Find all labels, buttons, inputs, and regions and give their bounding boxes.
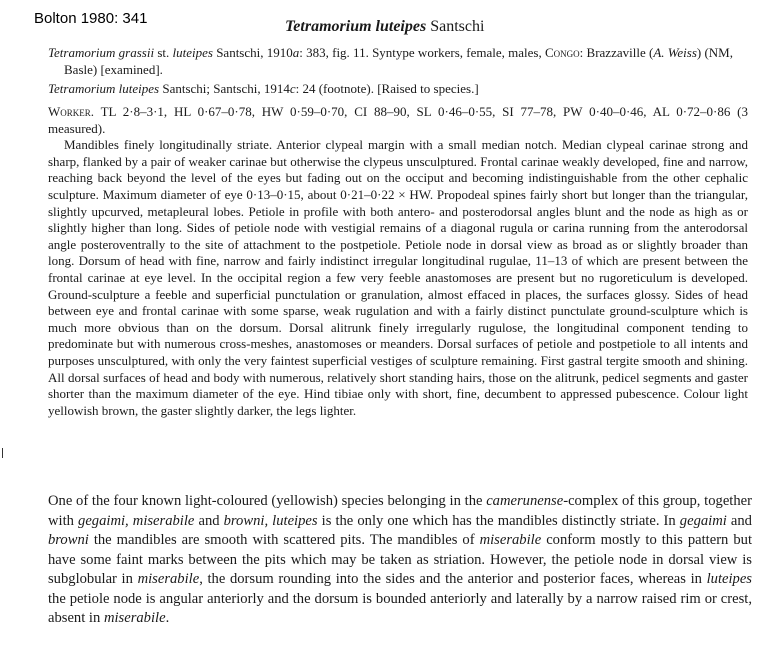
species-mention: gegaimi: [679, 512, 727, 529]
species-mention: browni, luteipes: [223, 512, 318, 529]
text-run: .: [165, 610, 170, 626]
species-mention: luteipes: [706, 571, 752, 587]
source-reference-label: Bolton 1980: 341: [34, 10, 148, 27]
species-mention: browni: [48, 532, 89, 548]
worker-measurements: [48, 104, 748, 137]
synonym-epithet: luteipes: [172, 45, 213, 60]
discussion-paragraph: [48, 492, 752, 629]
synonym-rank: st.: [157, 45, 170, 60]
synonym-name: Tetramorium luteipes: [48, 81, 160, 96]
worker-label: Worker: [48, 104, 91, 119]
synonym-depository: ) (NM, Basle) [examined].: [64, 45, 733, 77]
text-run: is the only one which has the mandibles distinctly striate. In: [317, 512, 680, 529]
species-title: [285, 18, 484, 36]
worker-description-text: Mandibles finely longitudinally striate. Anterior clypeal margin with a small median notch. Median clypeal carinae strong and sharp, flanked by a pair of weaker carinae but otherwise the clypeus unsculptured. Frontal carinae weakly developed, fine and narrow, reaching back beyond the level of the eyes but fading out on the occiput and becoming indistinguishable from the other cephalic sculpture. Maximum diameter of eye 0·13–0·15, about 0·21–0·22 × HW. Propodeal spines fairly short but longer than the triangular, slightly upcurved, metapleural lobes. Petiole in profile with both antero- and posterodorsal angles blunt and the node as high as or slightly higher than long. Sides of petiole node with vestigial remains of a diagonal rugula or carina running from the anterodorsal angle posteroventrally to the site of attachment to the postpetiole. Petiole node in dorsal view as broad as or slightly broader than long. Dorsum of head with fine, narrow and fairly indistinct irregular longitudinal rugulae, 11–13 of which are present between the frontal carinae at eye level. In the occipital region a few very feeble anastomoses are present but no rugoreticulum is developed. Ground-sculpture a feeble and superficial punctulation or granulation, almost effaced in places, the surfaces glossy. Sides of head between eye and frontal carinae with some sparse, weak rugulation and with a fairly distinct punctulate ground-sculpture which is much more obvious than on the dorsum. Dorsal alitrunk finely irregularly rugulose, the longitudinal component tending to predominate but with numerous cross-meshes, anastomoses or meanders. Dorsal surfaces of petiole and postpetiole to all intents and purposes unsculptured, with only the very faintest superficial vestiges of sculpture remaining. First gastral tergite smooth and shining. All dorsal surfaces of head and body with numerous, relatively short standing hairs, those on the alitrunk, pedicel segments and gaster shorter than the maximum diameter of the eye. Hind tibiae only with short, fine, decumbent to appressed pubescence. Colour light yellowish brown, the gaster slightly darker, the legs lighter.: [48, 137, 748, 418]
synonym-authority-suffix: a: [292, 45, 300, 60]
synonym-authority: Santschi, 1910: [216, 45, 293, 60]
synonym-citation: : 383, fig. 11. Syntype workers, female, males,: [299, 45, 542, 60]
group-name: camerunense: [486, 493, 564, 509]
species-name: Tetramorium luteipes: [285, 18, 427, 35]
synonym-citation: : 24 (footnote). [Raised to species.]: [295, 81, 479, 96]
synonymy-entry: [48, 80, 759, 97]
synonym-collector: A. Weiss: [653, 45, 697, 60]
text-run: conform mostly to this pattern but have some faint marks between the pits which may be taken as striation. However, the petiole node in dorsal view is subglobular in: [48, 532, 752, 587]
text-run: and: [194, 512, 224, 529]
synonym-authority: Santschi; Santschi, 1914: [162, 81, 290, 96]
text-run: and: [726, 512, 752, 529]
margin-mark: [2, 448, 3, 458]
species-author: Santschi: [430, 18, 485, 35]
species-mention: miserabile: [103, 610, 166, 626]
text-run: the petiole node is angular anteriorly and the dorsum is bounded anteriorly and laterally by a narrow raised rim or crest, absent in: [48, 590, 752, 626]
worker-description: [48, 104, 748, 419]
species-mention: miserabile: [137, 571, 200, 587]
text-run: One of the four known light-coloured (yellowish) species belonging in the: [48, 493, 487, 509]
species-mention: gegaimi, miserabile: [78, 512, 195, 529]
text-run: the mandibles are smooth with scattered pits. The mandibles of: [88, 532, 480, 548]
text-run: -complex of this group, together with: [48, 493, 752, 529]
measurements-text: . TL 2·8–3·1, HL 0·67–0·78, HW 0·59–0·70, CI 88–90, SL 0·46–0·55, SI 77–78, PW 0·40–0·46, AL 0·72–0·86 (3 measured).: [48, 104, 748, 136]
synonym-country: Congo: [545, 45, 580, 60]
species-mention: miserabile: [479, 532, 542, 548]
synonym-authority-suffix: c: [289, 81, 296, 96]
text-run: , the dorsum rounding into the sides and the anterior and posterior faces, whereas in: [199, 571, 707, 587]
synonym-locality: : Brazzaville (: [579, 45, 654, 60]
synonym-name: Tetramorium grassii: [48, 45, 155, 60]
synonymy-entry: [48, 44, 759, 78]
